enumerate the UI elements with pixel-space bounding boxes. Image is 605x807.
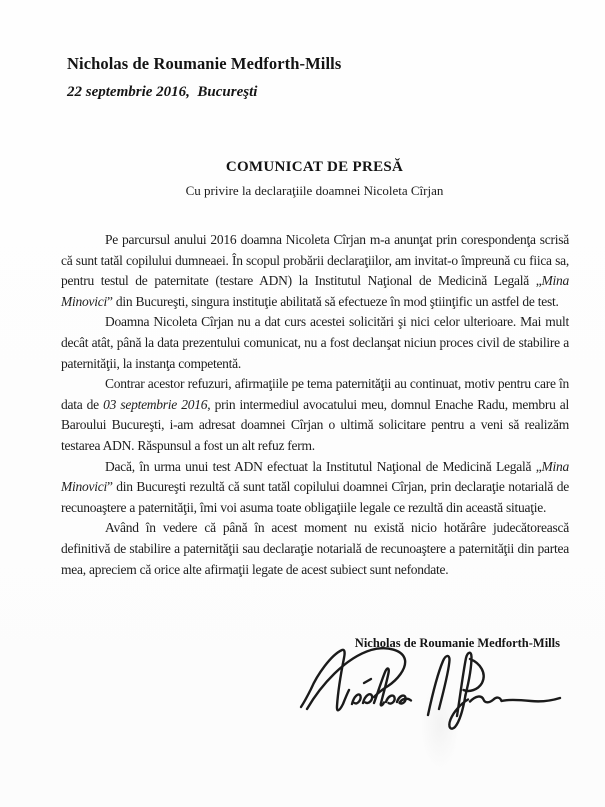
paragraph-text: , prin intermediul avocatului meu, domnul Enache Radu, membru al Baroului Bucureşti, i-am adresat doamnei Cîrjan o ultimă solicitare pentru a veni să realizăm testarea ADN. Răspunsul a fost un alt refuz ferm. (61, 396, 570, 453)
paragraph (61, 374, 569, 456)
press-release-subtitle: Cu privire la declaraţiile doamnei Nicoleta Cîrjan (185, 183, 444, 198)
author-name: Nicholas de Roumanie Medforth-Mills (67, 54, 342, 73)
signature-printed-name: Nicholas de Roumanie Medforth-Mills (354, 636, 560, 650)
paragraph (61, 518, 569, 580)
handwritten-signature-icon (293, 645, 565, 775)
paragraph-text: Contrar acestor refuzuri, afirmaţiile pe tema paternităţii au continuat, motiv pentru care în data de (61, 376, 569, 412)
paragraph-text: Dacă, în urma unui test ADN efectuat la Institutul Naţional de Medicină Legală „ (105, 458, 542, 474)
paragraph (61, 230, 569, 312)
dateline: 22 septembrie 2016, Bucureşti (67, 84, 258, 100)
emphasized-text: Mina Minovici (61, 458, 569, 495)
paragraph-text: ” din Bucureşti, singura instituţie abilitată să efectueze în mod ştiinţific un astfel de test. (106, 293, 559, 309)
paragraph-text: ” din Bucureşti rezultă că sunt tatăl copilului doamnei Cîrjan, prin declaraţie notarială de recunoaştere a paternităţii, îmi voi asuma toate obligaţiile legale ce rezultă din această situaţie. (61, 479, 569, 515)
emphasized-text: Mina Minovici (61, 273, 569, 309)
body-paragraphs (61, 230, 569, 580)
press-release-title: COMUNICAT DE PRESĂ (225, 159, 404, 175)
paragraph-text: Având în vedere că până în acest moment nu există nicio hotărâre judecătorească definitivă de stabilire a paternităţii sau declaraţie notarială de recunoaştere a paternităţii din partea mea, apreciem că orice alte afirmaţii legate de acest subiect sunt nefondate. (61, 520, 569, 577)
emphasized-text: 03 septembrie 2016 (103, 396, 208, 412)
paragraph-text: Doamna Nicoleta Cîrjan nu a dat curs acestei solicitări şi nici celor ulterioare. Mai mult decât atât, până la data prezentului comunicat, nu a fost declanşat niciun proces civil de stabilire a paternităţii, la instanţa competentă. (61, 314, 569, 371)
paragraph (61, 457, 569, 519)
paragraph (61, 312, 569, 374)
paragraph-text: Pe parcursul anului 2016 doamna Nicoleta Cîrjan m-a anunţat prin corespondenţa scrisă că sunt tatăl copilului dumneaei. În scopul probării declaraţiilor, am invitat-o împreună cu fiica sa, pentru testul de paternitate (testare ADN) la Institutul Naţional de Medicină Legală „ (61, 232, 569, 289)
